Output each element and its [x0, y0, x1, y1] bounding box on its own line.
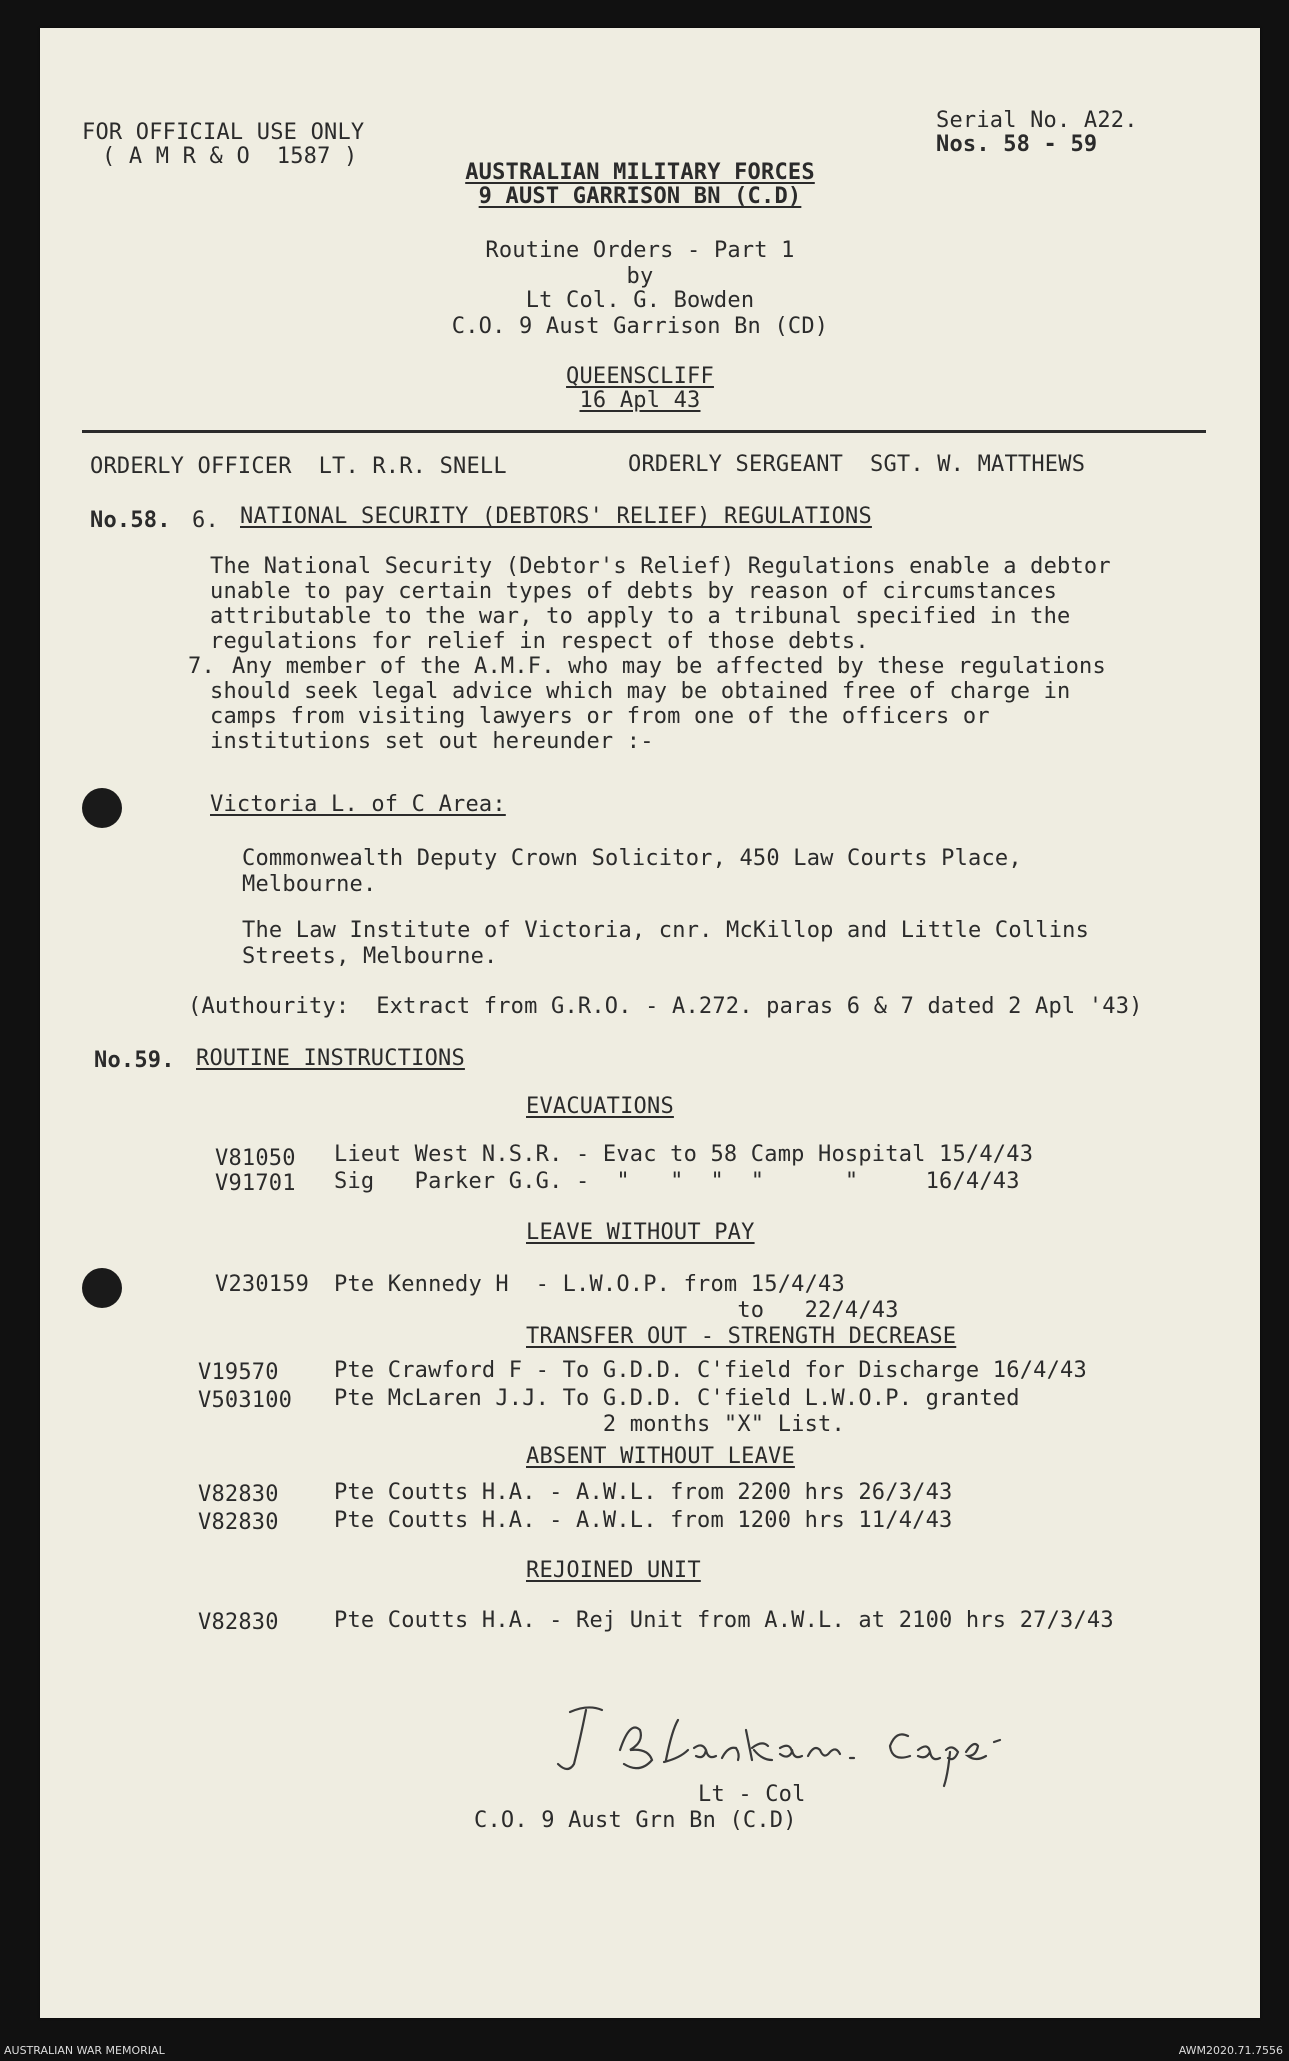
handwritten-signature: [540, 1690, 1100, 1800]
item-59-number: No.59.: [94, 1048, 175, 1073]
service-number: V230159: [215, 1272, 310, 1297]
orders-by: by: [626, 264, 654, 289]
authority-note: (Authourity: Extract from G.R.O. - A.272. paras 6 & 7 dated 2 Apl '43): [188, 994, 1143, 1019]
classification-label: FOR OFFICIAL USE ONLY: [82, 120, 365, 145]
address-line: The Law Institute of Victoria, cnr. McKillop and Little Collins: [242, 918, 1090, 943]
para-7-number: 7.: [188, 654, 215, 679]
entry-text: Pte Coutts H.A. - Rej Unit from A.W.L. at 2100 hrs 27/3/43: [334, 1608, 1114, 1633]
address-line: Melbourne.: [242, 872, 377, 897]
orderly-sergeant: ORDERLY SERGEANT SGT. W. MATTHEWS: [628, 452, 1086, 477]
address-line: Commonwealth Deputy Crown Solicitor, 450 Law Courts Place,: [242, 846, 1022, 871]
unit-title: 9 AUST GARRISON BN (C.D): [478, 184, 802, 209]
document-page: [40, 28, 1260, 2018]
archive-accession-number: AWM2020.71.7556: [1178, 2044, 1283, 2057]
body-line: should seek legal advice which may be obtained free of charge in: [210, 679, 1071, 704]
archive-credit: AUSTRALIAN WAR MEMORIAL: [4, 2044, 165, 2057]
entry-text: Sig Parker G.G. - " " " " " 16/4/43: [334, 1169, 1020, 1194]
item-59-heading: ROUTINE INSTRUCTIONS: [196, 1046, 465, 1071]
area-heading: Victoria L. of C Area:: [210, 792, 506, 817]
signatory-rank: Lt - Col: [698, 1782, 806, 1807]
evacuations-heading: EVACUATIONS: [526, 1094, 674, 1119]
service-number: V82830: [198, 1482, 279, 1507]
address-line: Streets, Melbourne.: [242, 944, 498, 969]
orderly-officer: ORDERLY OFFICER LT. R.R. SNELL: [90, 454, 507, 479]
issuing-command: C.O. 9 Aust Garrison Bn (CD): [451, 314, 829, 339]
service-number: V82830: [198, 1610, 279, 1635]
service-number: V503100: [198, 1388, 293, 1413]
order-numbers: Nos. 58 - 59: [936, 132, 1098, 157]
amr-reference: ( A M R & O 1587 ): [102, 144, 358, 169]
item-58-number: No.58.: [90, 508, 171, 533]
body-line: unable to pay certain types of debts by reason of circumstances: [210, 579, 1058, 604]
entry-text: Pte Crawford F - To G.D.D. C'field for Discharge 16/4/43: [334, 1358, 1087, 1383]
order-date: 16 Apl 43: [579, 388, 701, 413]
orders-title: Routine Orders - Part 1: [485, 238, 795, 263]
signatory-unit: C.O. 9 Aust Grn Bn (C.D): [474, 1808, 797, 1833]
service-number: V82830: [198, 1510, 279, 1535]
issuing-officer: Lt Col. G. Bowden: [525, 288, 755, 313]
item-58-para: 6.: [192, 508, 219, 533]
org-title: AUSTRALIAN MILITARY FORCES: [465, 160, 815, 185]
entry-text: Pte Coutts H.A. - A.W.L. from 1200 hrs 11/4/43: [334, 1508, 953, 1533]
entry-text: 2 months "X" List.: [334, 1412, 845, 1437]
serial-number: Serial No. A22.: [936, 108, 1138, 133]
service-number: V81050: [215, 1146, 296, 1171]
lwop-heading: LEAVE WITHOUT PAY: [526, 1220, 755, 1245]
entry-text: to 22/4/43: [334, 1298, 899, 1323]
rejoined-heading: REJOINED UNIT: [526, 1558, 701, 1583]
body-line: regulations for relief in respect of those debts.: [210, 629, 869, 654]
item-58-heading: NATIONAL SECURITY (DEBTORS' RELIEF) REGULATIONS: [240, 504, 872, 529]
awl-heading: ABSENT WITHOUT LEAVE: [526, 1444, 795, 1469]
location: QUEENSCLIFF: [566, 364, 714, 389]
body-line: Any member of the A.M.F. who may be affected by these regulations: [232, 654, 1106, 679]
entry-text: Pte McLaren J.J. To G.D.D. C'field L.W.O.P. granted: [334, 1386, 1020, 1411]
service-number: V91701: [215, 1171, 296, 1196]
punch-hole: [82, 788, 122, 828]
entry-text: Lieut West N.S.R. - Evac to 58 Camp Hospital 15/4/43: [334, 1142, 1034, 1167]
entry-text: Pte Coutts H.A. - A.W.L. from 2200 hrs 26/3/43: [334, 1480, 953, 1505]
transfer-heading: TRANSFER OUT - STRENGTH DECREASE: [526, 1324, 957, 1349]
body-line: camps from visiting lawyers or from one of the officers or: [210, 704, 990, 729]
body-line: institutions set out hereunder :-: [210, 729, 654, 754]
body-line: attributable to the war, to apply to a tribunal specified in the: [210, 604, 1071, 629]
service-number: V19570: [198, 1360, 279, 1385]
entry-text: Pte Kennedy H - L.W.O.P. from 15/4/43: [334, 1272, 845, 1297]
punch-hole: [82, 1268, 122, 1308]
header-rule: [82, 430, 1206, 433]
body-line: The National Security (Debtor's Relief) Regulations enable a debtor: [210, 554, 1111, 579]
